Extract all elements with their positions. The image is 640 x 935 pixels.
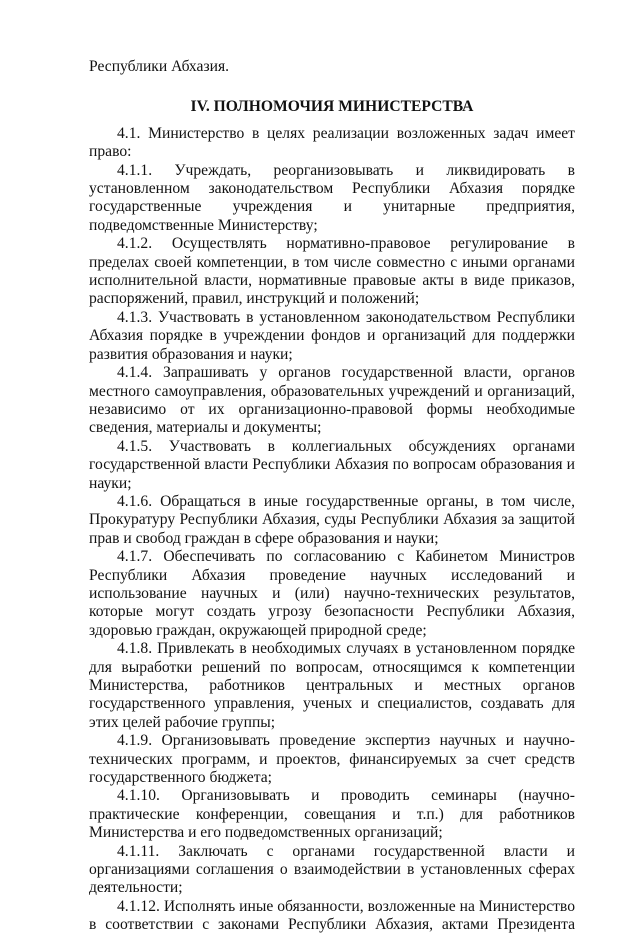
section-title: IV. ПОЛНОМОЧИЯ МИНИСТЕРСТВА <box>190 98 474 116</box>
paragraph-4-1-9: 4.1.9. Организовывать проведение экспертиз научных и научно-технических программ, и проектов, финансируемых за счет средств государственного бюджета; <box>89 732 575 787</box>
paragraph-4-1-4: 4.1.4. Запрашивать у органов государственной власти, органов местного самоуправления, образовательных учреждений и организаций, независимо от их организационно-правовой формы необходимые сведения, материалы и документы; <box>89 364 575 437</box>
paragraph-4-1-3: 4.1.3. Участвовать в установленном законодательством Республики Абхазия порядке в учреждении фондов и организаций для поддержки развития образования и науки; <box>89 308 575 363</box>
paragraph-4-1-1: 4.1.1. Учреждать, реорганизовывать и ликвидировать в установленном законодательством Республики Абхазия порядке государственные учреждения и унитарные предприятия, подведомственные Министерству; <box>89 161 575 234</box>
paragraph-4-1-2: 4.1.2. Осуществлять нормативно-правовое регулирование в пределах своей компетенции, в том числе совместно с иными органами исполнительной власти, нормативные правовые акты в виде приказов, распоряжений, правил, инструкций и положений; <box>89 235 575 308</box>
paragraph-4-1-11: 4.1.11. Заключать с органами государственной власти и организациями соглашения о взаимодействии в установленных сферах деятельности; <box>89 842 575 897</box>
paragraph-4-1-12: 4.1.12. Исполнять иные обязанности, возложенные на Министерство в соответствии с законами Республики Абхазия, актами Президента <box>89 897 575 934</box>
paragraph-4-1: 4.1. Министерство в целях реализации возложенных задач имеет право: <box>89 124 575 161</box>
paragraph-4-1-5: 4.1.5. Участвовать в коллегиальных обсуждениях органами государственной власти Республики Абхазия по вопросам образования и науки; <box>89 437 575 492</box>
document-page <box>89 58 575 935</box>
lead-text: Республики Абхазия. <box>89 58 230 75</box>
paragraph-4-1-6: 4.1.6. Обращаться в иные государственные органы, в том числе, Прокуратуру Республики Абхазия, суды Республики Абхазия за защитой прав и свобод граждан в сфере образования и науки; <box>89 492 575 547</box>
paragraph-4-1-8: 4.1.8. Привлекать в необходимых случаях в установленном порядке для выработки решений по вопросам, относящимся к компетенции Министерства, работников центральных и местных органов государственного управления, ученых и специалистов, создавать для этих целей рабочие группы; <box>89 640 575 731</box>
paragraph-4-1-10: 4.1.10. Организовывать и проводить семинары (научно-практические конференции, совещания и т.п.) для работников Министерства и его подведомственных организаций; <box>89 787 575 842</box>
paragraph-4-1-7: 4.1.7. Обеспечивать по согласованию с Кабинетом Министров Республики Абхазия проведение научных исследований и использование научных и (или) научно-технических результатов, которые могут создать угрозу безопасности Республики Абхазия, здоровью граждан, окружающей природной среде; <box>89 548 575 639</box>
